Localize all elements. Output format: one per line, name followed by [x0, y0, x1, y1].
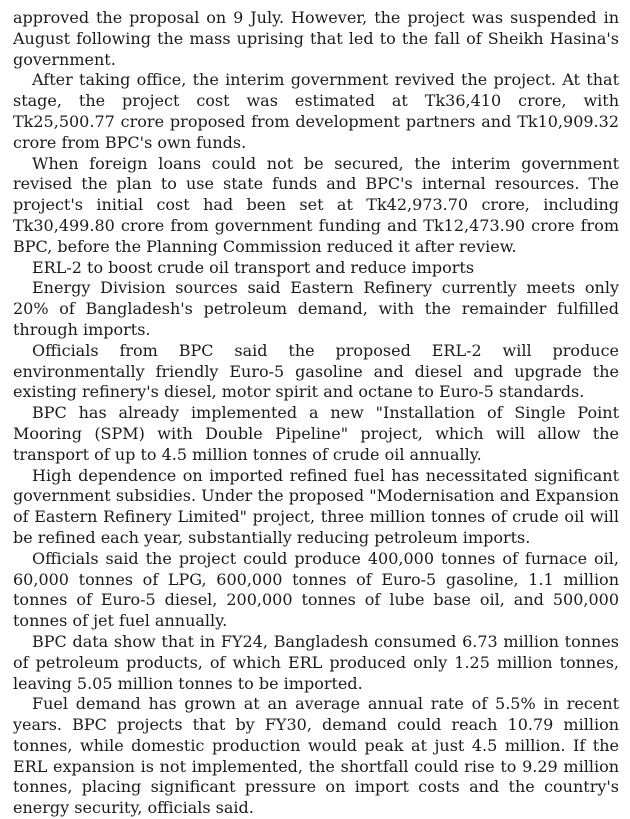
- section-subheading: ERL-2 to boost crude oil transport and reduce imports: [32, 257, 475, 277]
- article-paragraph-continuation: approved the proposal on 9 July. However, the project was suspended in August following the mass uprising that led to the fall of Sheikh Hasina's government.: [13, 8, 619, 69]
- article-paragraph: High dependence on imported refined fuel has necessitated significant government subsidies. Under the proposed "Modernisation and Expansion of Eastern Refinery Limited" project, three million tonnes of crude oil will be refined each year, substantially reducing petroleum imports.: [13, 465, 619, 547]
- article-paragraph: BPC has already implemented a new "Installation of Single Point Mooring (SPM) with Double Pipeline" project, which will allow the transport of up to 4.5 million tonnes of crude oil annually.: [13, 403, 619, 464]
- article-paragraph: Fuel demand has grown at an average annual rate of 5.5% in recent years. BPC projects that by FY30, demand could reach 10.79 million tonnes, while domestic production would peak at just 4.5 million. If the ERL expansion is not implemented, the shortfall could rise to 9.29 million tonnes, placing significant pressure on import costs and the country's energy security, officials said.: [13, 694, 619, 818]
- article-paragraph: Energy Division sources said Eastern Refinery currently meets only 20% of Bangladesh's petroleum demand, with the remainder fulfilled through imports.: [13, 278, 619, 339]
- article-paragraph: After taking office, the interim government revived the project. At that stage, the project cost was estimated at Tk36,410 crore, with Tk25,500.77 crore proposed from development partners and Tk10,909.32 crore from BPC's own funds.: [13, 70, 619, 152]
- article-paragraph: Officials said the project could produce 400,000 tonnes of furnace oil, 60,000 tonnes of LPG, 600,000 tonnes of Euro-5 gasoline, 1.1 million tonnes of Euro-5 diesel, 200,000 tonnes of lube base oil, and 500,000 tonnes of jet fuel annually.: [13, 548, 619, 631]
- article-paragraph: When foreign loans could not be secured, the interim government revised the plan to use state funds and BPC's internal resources. The project's initial cost had been set at Tk42,973.70 crore, including Tk30,499.80 crore from government funding and Tk12,473.90 crore from BPC, before the Planning Commission reduced it after review.: [13, 153, 619, 256]
- article-paragraph: Officials from BPC said the proposed ERL-2 will produce environmentally friendly Euro-5 gasoline and diesel and upgrade the existing refinery's diesel, motor spirit and octane to Euro-5 standards.: [13, 340, 619, 402]
- article-paragraph: BPC data show that in FY24, Bangladesh consumed 6.73 million tonnes of petroleum products, of which ERL produced only 1.25 million tonnes, leaving 5.05 million tonnes to be imported.: [13, 631, 619, 693]
